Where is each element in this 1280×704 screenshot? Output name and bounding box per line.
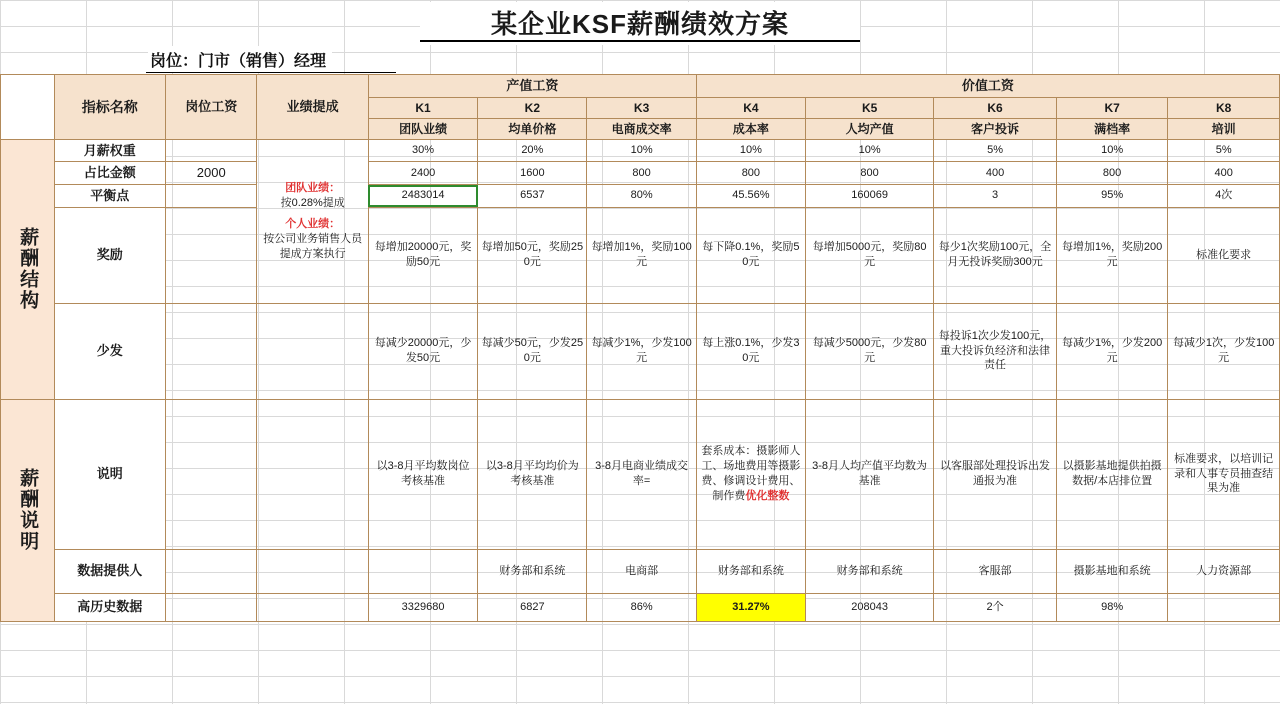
kname-k6: 客户投诉 bbox=[934, 118, 1057, 139]
cell-r0-k8: 5% bbox=[1168, 139, 1280, 162]
cell-r7-k1: 3329680 bbox=[368, 593, 477, 621]
cell-post-salary-4 bbox=[166, 303, 257, 399]
header-performance-commission: 业绩提成 bbox=[257, 75, 369, 140]
kname-k2: 均单价格 bbox=[478, 118, 587, 139]
kcode-k8: K8 bbox=[1168, 97, 1280, 118]
table-row bbox=[1, 162, 1280, 185]
cell-r4-k1: 每减少20000元，少发50元 bbox=[368, 303, 477, 399]
cell-r2-k4: 45.56% bbox=[696, 185, 805, 208]
commission-team-label: 团队业绩： bbox=[285, 182, 341, 195]
cell-r3-k1: 每增加20000元，奖励50元 bbox=[368, 207, 477, 303]
cell-r1-k2: 1600 bbox=[478, 162, 587, 185]
cell-r1-k7: 800 bbox=[1056, 162, 1168, 185]
cell-r7-k5: 208043 bbox=[806, 593, 934, 621]
cell-r4-k4: 每上涨0.1%，少发30元 bbox=[696, 303, 805, 399]
commission-personal-text: 按公司业务销售人员提成方案执行 bbox=[263, 232, 363, 260]
cell-r4-k8: 每减少1次，少发100元 bbox=[1168, 303, 1280, 399]
kname-k3: 电商成交率 bbox=[587, 118, 696, 139]
cell-r5-k4 bbox=[696, 399, 805, 549]
cell-r2-k5: 160069 bbox=[806, 185, 934, 208]
cell-r5-k3: 3-8月电商业绩成交率= bbox=[587, 399, 696, 549]
table-row bbox=[1, 303, 1280, 399]
cell-r2-k3: 80% bbox=[587, 185, 696, 208]
cell-post-salary-6 bbox=[166, 549, 257, 593]
cell-r4-k5: 每减少5000元，少发80元 bbox=[806, 303, 934, 399]
cell-r0-k3: 10% bbox=[587, 139, 696, 162]
cell-post-salary-2 bbox=[166, 185, 257, 208]
cell-r1-k6: 400 bbox=[934, 162, 1057, 185]
kcode-k5: K5 bbox=[806, 97, 934, 118]
kcode-k4: K4 bbox=[696, 97, 805, 118]
position-subtitle: 岗位：门市（销售）经理 bbox=[148, 46, 332, 73]
cell-r4-k6: 每投诉1次少发100元，重大投诉负经济和法律责任 bbox=[934, 303, 1057, 399]
cell-post-salary-7 bbox=[166, 593, 257, 621]
cell-r2-k8: 4次 bbox=[1168, 185, 1280, 208]
cell-r7-k2: 6827 bbox=[478, 593, 587, 621]
table-row bbox=[1, 593, 1280, 621]
table-row bbox=[1, 399, 1280, 549]
kname-k7: 满档率 bbox=[1056, 118, 1168, 139]
kname-k8: 培训 bbox=[1168, 118, 1280, 139]
row-label-amount-ratio: 占比金额 bbox=[54, 162, 166, 185]
row-label-explanation: 说明 bbox=[54, 399, 166, 549]
cell-r6-k5: 财务部和系统 bbox=[806, 549, 934, 593]
page-title: 某企业KSF薪酬绩效方案 bbox=[420, 2, 860, 45]
cell-r5-k4-red-suffix: 优化整数 bbox=[745, 489, 790, 502]
ksf-table bbox=[0, 74, 1280, 622]
cell-post-salary-5 bbox=[166, 399, 257, 549]
cell-r5-k6: 以客服部处理投诉出发通报为准 bbox=[934, 399, 1057, 549]
cell-r6-k7: 摄影基地和系统 bbox=[1056, 549, 1168, 593]
cell-r3-k5: 每增加5000元，奖励80元 bbox=[806, 207, 934, 303]
cell-r0-k5: 10% bbox=[806, 139, 934, 162]
cell-r5-k7: 以摄影基地提供拍摄数据/本店排位置 bbox=[1056, 399, 1168, 549]
table-row bbox=[1, 549, 1280, 593]
cell-r0-k7: 10% bbox=[1056, 139, 1168, 162]
cell-r6-k4: 财务部和系统 bbox=[696, 549, 805, 593]
cell-r1-k1: 2400 bbox=[368, 162, 477, 185]
kname-k1: 团队业绩 bbox=[368, 118, 477, 139]
side-label-explain bbox=[1, 399, 55, 621]
kcode-k6: K6 bbox=[934, 97, 1057, 118]
cell-r2-k1: 2483014 bbox=[368, 185, 477, 208]
row-label-balance-point: 平衡点 bbox=[54, 185, 166, 208]
side-label-structure bbox=[1, 139, 55, 399]
cell-r1-k5: 800 bbox=[806, 162, 934, 185]
cell-r5-k8: 标准要求，以培训记录和人事专员抽查结果为准 bbox=[1168, 399, 1280, 549]
cell-r0-k1: 30% bbox=[368, 139, 477, 162]
cell-r3-k3: 每增加1%，奖励100元 bbox=[587, 207, 696, 303]
cell-post-salary-1: 2000 bbox=[166, 162, 257, 185]
corner-cell bbox=[1, 75, 55, 140]
header-post-salary: 岗位工资 bbox=[166, 75, 257, 140]
row-label-history-high: 高历史数据 bbox=[54, 593, 166, 621]
cell-r4-k2: 每减少50元，少发250元 bbox=[478, 303, 587, 399]
cell-r0-k4: 10% bbox=[696, 139, 805, 162]
cell-r3-k6: 每少1次奖励100元，全月无投诉奖励300元 bbox=[934, 207, 1057, 303]
cell-r1-k4: 800 bbox=[696, 162, 805, 185]
cell-r1-k3: 800 bbox=[587, 162, 696, 185]
subtitle-underline bbox=[146, 72, 396, 73]
table-row bbox=[1, 185, 1280, 208]
kcode-k3: K3 bbox=[587, 97, 696, 118]
cell-r7-k4: 31.27% bbox=[696, 593, 805, 621]
table-row bbox=[1, 139, 1280, 162]
commission-team-text: 按0.28%提成 bbox=[280, 196, 345, 209]
cell-r6-k3: 电商部 bbox=[587, 549, 696, 593]
row-label-data-provider: 数据提供人 bbox=[54, 549, 166, 593]
cell-r7-commission bbox=[257, 593, 369, 621]
table-header-band-row bbox=[1, 75, 1280, 98]
row-label-reward: 奖励 bbox=[54, 207, 166, 303]
commission-note-cell bbox=[257, 139, 369, 303]
kname-k4: 成本率 bbox=[696, 118, 805, 139]
cell-r0-k6: 5% bbox=[934, 139, 1057, 162]
header-indicator: 指标名称 bbox=[54, 75, 166, 140]
cell-r7-k8 bbox=[1168, 593, 1280, 621]
kcode-k1: K1 bbox=[368, 97, 477, 118]
band-production-salary: 产值工资 bbox=[368, 75, 696, 98]
cell-r5-k5: 3-8月人均产值平均数为基准 bbox=[806, 399, 934, 549]
cell-r7-k6: 2个 bbox=[934, 593, 1057, 621]
kcode-k2: K2 bbox=[478, 97, 587, 118]
cell-r6-k1 bbox=[368, 549, 477, 593]
cell-r6-k6: 客服部 bbox=[934, 549, 1057, 593]
cell-r4-k3: 每减少1%，少发100元 bbox=[587, 303, 696, 399]
cell-r3-k4: 每下降0.1%，奖励50元 bbox=[696, 207, 805, 303]
cell-r7-k7: 98% bbox=[1056, 593, 1168, 621]
cell-r0-k2: 20% bbox=[478, 139, 587, 162]
cell-r6-k2: 财务部和系统 bbox=[478, 549, 587, 593]
band-value-salary: 价值工资 bbox=[696, 75, 1279, 98]
side-label-structure-text: 薪酬结构 bbox=[17, 227, 39, 312]
kcode-k7: K7 bbox=[1056, 97, 1168, 118]
cell-r2-k7: 95% bbox=[1056, 185, 1168, 208]
commission-personal-label: 个人业绩： bbox=[285, 217, 341, 230]
title-underline bbox=[420, 40, 860, 42]
cell-r4-commission bbox=[257, 303, 369, 399]
cell-post-salary-0 bbox=[166, 139, 257, 162]
cell-r6-k8: 人力资源部 bbox=[1168, 549, 1280, 593]
cell-r3-k2: 每增加50元，奖励250元 bbox=[478, 207, 587, 303]
table-row bbox=[1, 207, 1280, 303]
cell-r5-k1: 以3-8月平均数岗位考核基准 bbox=[368, 399, 477, 549]
cell-r2-k6: 3 bbox=[934, 185, 1057, 208]
cell-r5-k2: 以3-8月平均均价为考核基准 bbox=[478, 399, 587, 549]
side-label-explain-text: 薪酬说明 bbox=[17, 468, 39, 553]
cell-r1-k8: 400 bbox=[1168, 162, 1280, 185]
cell-r6-commission bbox=[257, 549, 369, 593]
kname-k5: 人均产值 bbox=[806, 118, 934, 139]
cell-post-salary-3 bbox=[166, 207, 257, 303]
row-label-deduction: 少发 bbox=[54, 303, 166, 399]
row-label-monthly-weight: 月薪权重 bbox=[54, 139, 166, 162]
cell-r5-k4-text: 套系成本：摄影师人工、场地费用等摄影费、修调设计费用、制作费优化整数 bbox=[701, 445, 801, 502]
cell-r3-k7: 每增加1%，奖励200元 bbox=[1056, 207, 1168, 303]
cell-r3-k8: 标准化要求 bbox=[1168, 207, 1280, 303]
cell-r7-k3: 86% bbox=[587, 593, 696, 621]
cell-r4-k7: 每减少1%，少发200元 bbox=[1056, 303, 1168, 399]
cell-r5-commission bbox=[257, 399, 369, 549]
cell-r2-k2: 6537 bbox=[478, 185, 587, 208]
